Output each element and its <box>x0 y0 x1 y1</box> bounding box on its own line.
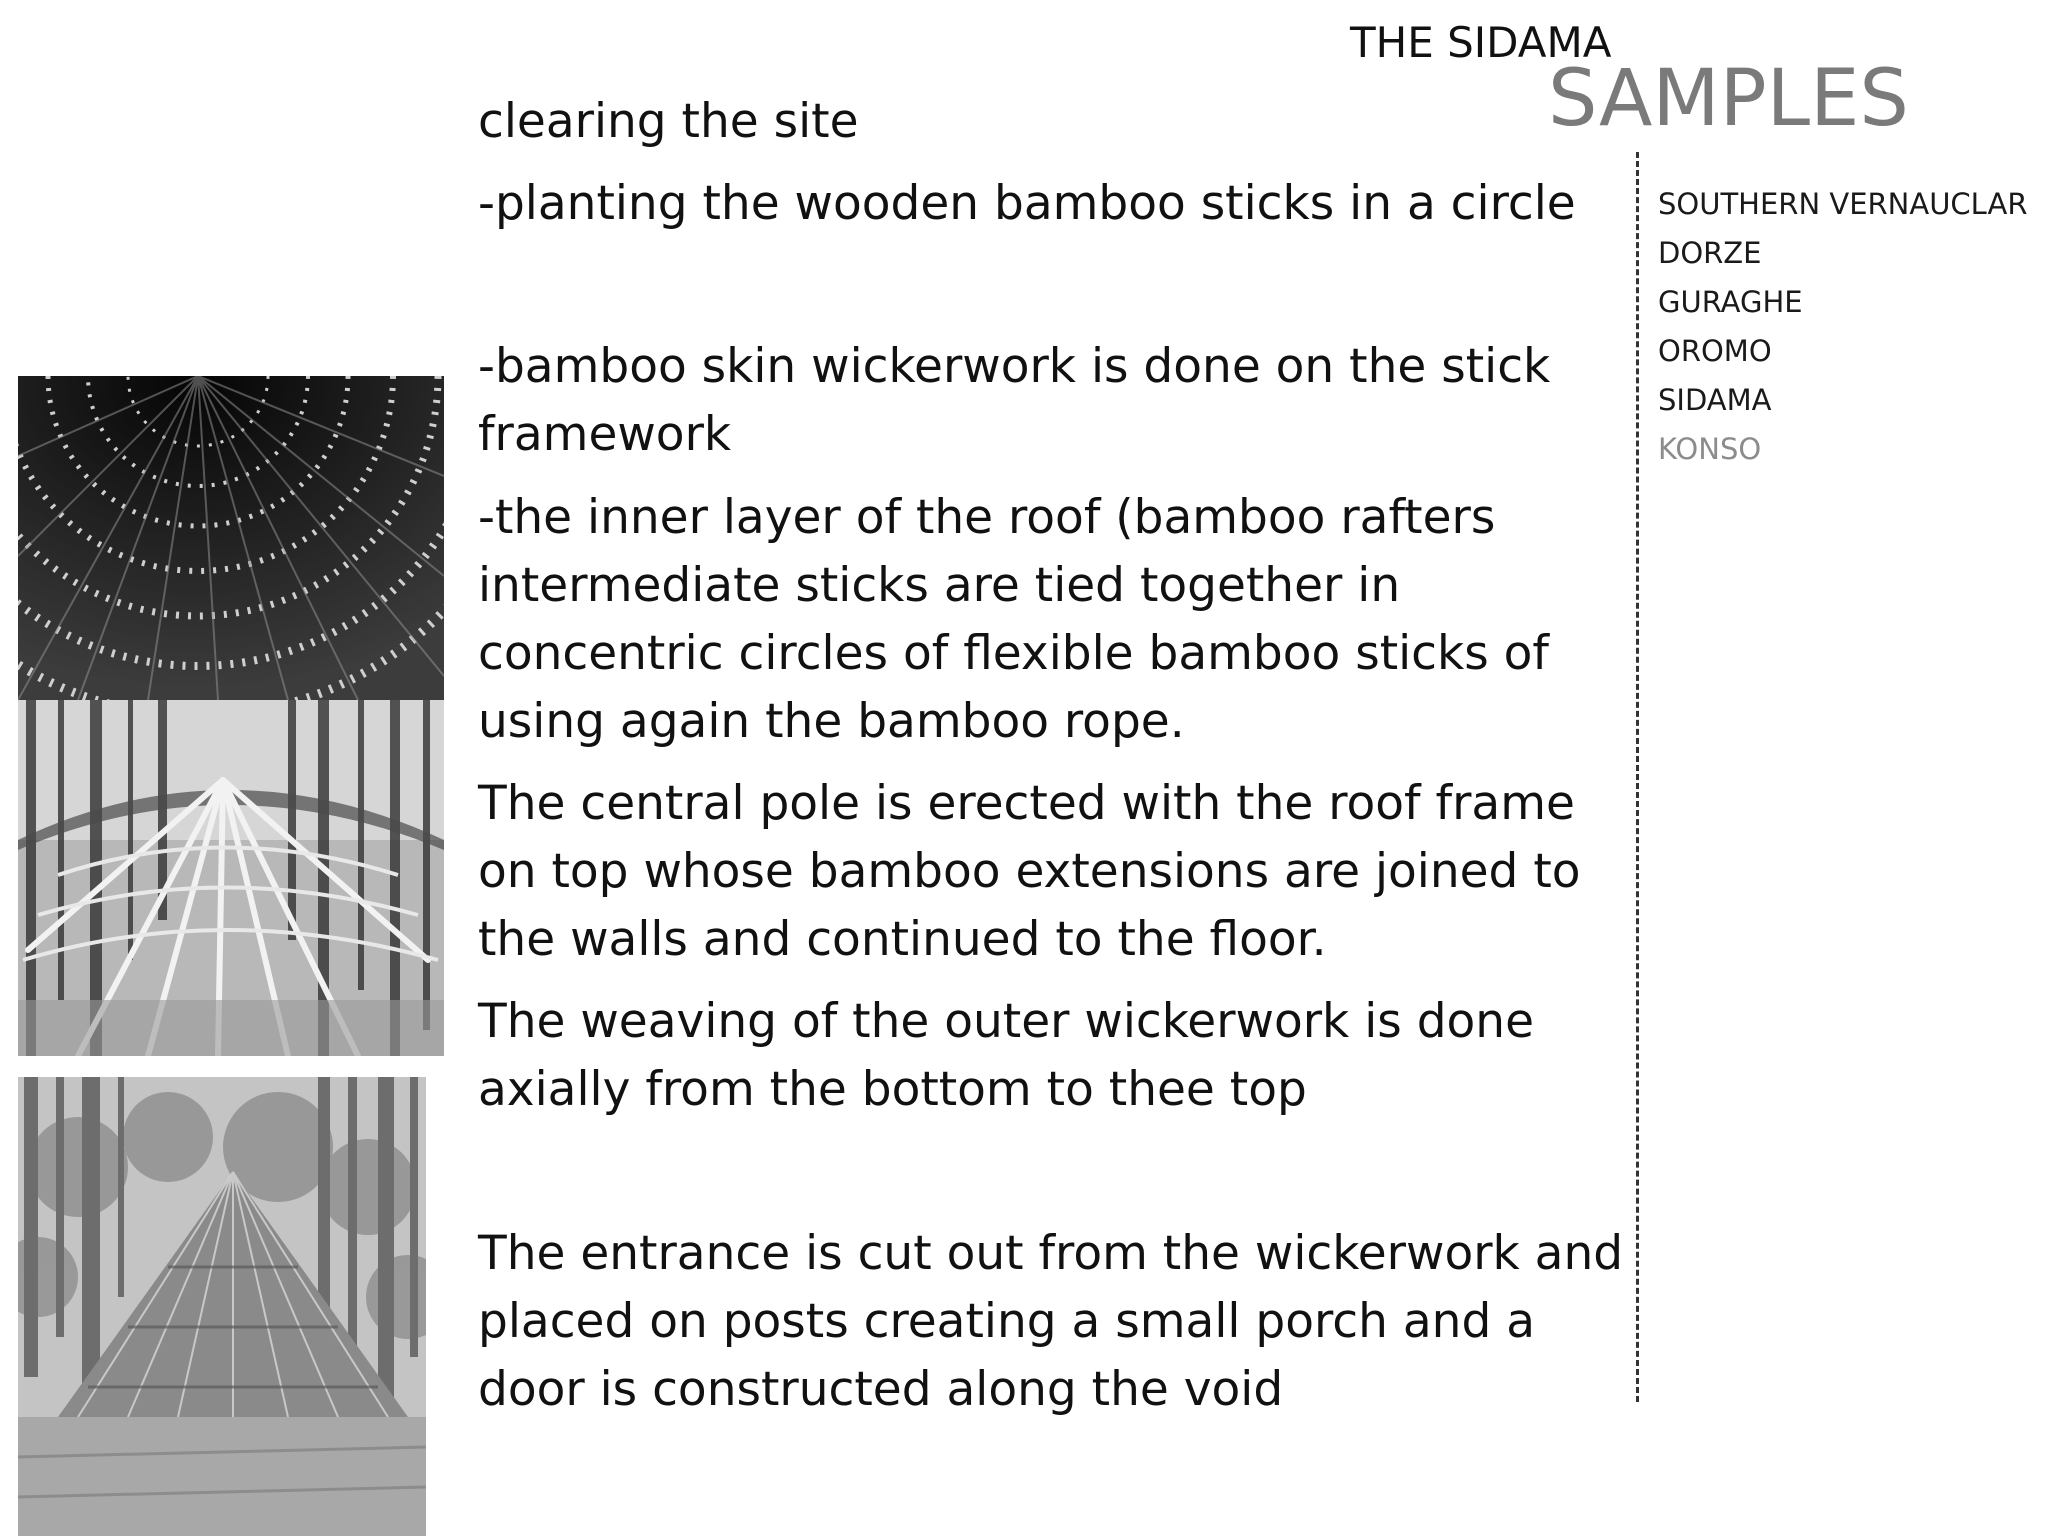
nav-item-konso[interactable]: KONSO <box>1658 432 1762 466</box>
step-inner-roof: -the inner layer of the roof (bamboo rafters intermediate sticks are tied together in concentric circles of flexible bamboo sticks of using again the bamboo rope. <box>478 490 1549 749</box>
nav-item-dorze[interactable]: DORZE <box>1658 236 1762 270</box>
step-planting: -planting the wooden bamboo sticks in a circle <box>478 176 1576 231</box>
nav-item-southern-vernauclar[interactable]: SOUTHERN VERNAUCLAR <box>1658 187 2028 221</box>
roof-framework-photo <box>18 376 444 700</box>
side-nav <box>1658 184 2028 478</box>
step-clearing: clearing the site <box>478 94 859 149</box>
completed-hut-photo <box>18 1077 426 1536</box>
step-central-pole: The central pole is erected with the roof frame on top whose bamboo extensions are joined to the walls and continued to the floor. <box>478 776 1581 967</box>
step-entrance: The entrance is cut out from the wickerwork and placed on posts creating a small porch and a door is constructed along the void <box>478 1226 1624 1417</box>
nav-item-guraghe[interactable]: GURAGHE <box>1658 285 1803 319</box>
frame-construction-photo <box>18 700 444 1056</box>
step-wickerwork: -bamboo skin wickerwork is done on the stick framework <box>478 339 1551 462</box>
section-heading: SAMPLES <box>1548 54 1909 144</box>
dashed-divider <box>1636 152 1639 1402</box>
page-title: THE SIDAMA <box>1350 18 1612 67</box>
nav-item-sidama[interactable]: SIDAMA <box>1658 383 1772 417</box>
nav-item-oromo[interactable]: OROMO <box>1658 334 1772 368</box>
step-outer-weaving: The weaving of the outer wickerwork is done axially from the bottom to thee top <box>478 994 1534 1117</box>
